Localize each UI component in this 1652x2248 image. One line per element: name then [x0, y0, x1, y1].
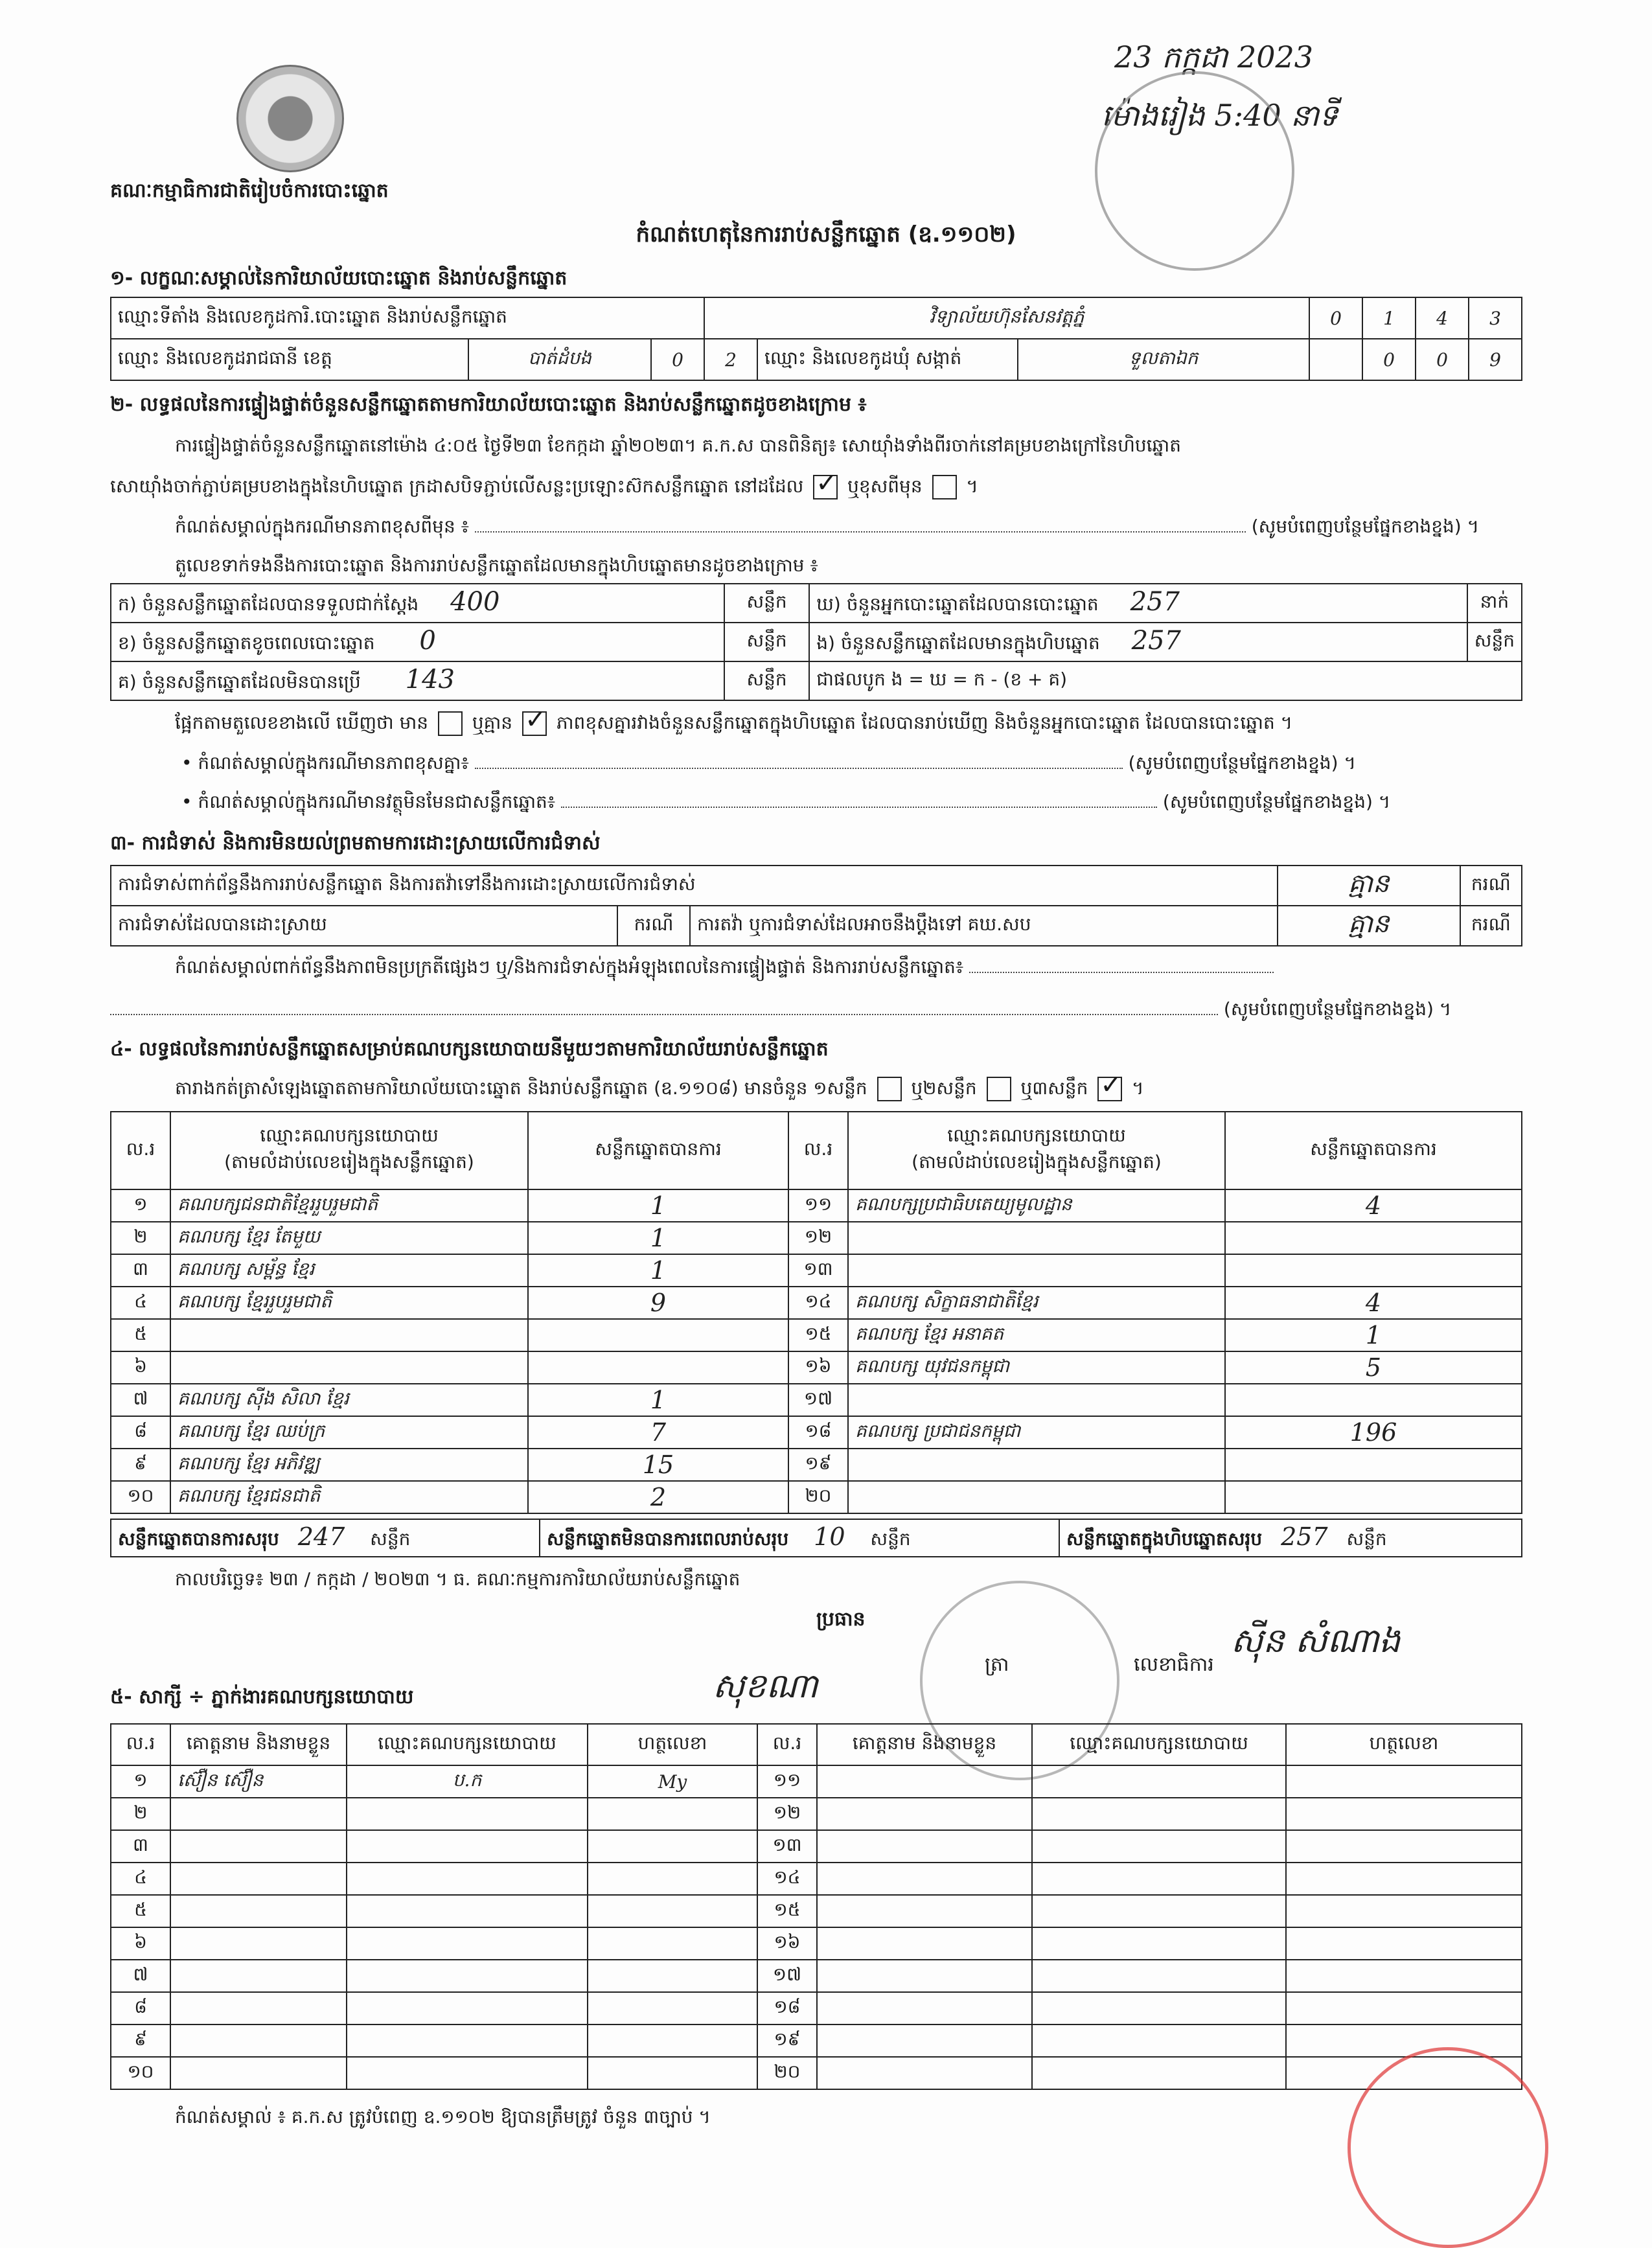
section2-heading: ២- លទ្ធផលនៃការផ្ទៀងផ្ទាត់ចំនួនសន្លឹកឆ្នោតតាមការិយាល័យបោះឆ្នោត និងរាប់សន្លឹកឆ្នោតដូចខាងក្រោម ៖: [110, 393, 867, 416]
row-number: ១១: [757, 1765, 817, 1798]
witness-signature: [588, 1927, 757, 1960]
chair-signature: សុខណា: [713, 1667, 818, 1706]
party-name: [170, 1351, 528, 1384]
witness-signature: [1286, 2024, 1522, 2057]
section4-heading: ៤- លទ្ធផលនៃការរាប់សន្លឹកឆ្នោតសម្រាប់គណបក្សនយោបាយនីមួយៗតាមការិយាល័យរាប់សន្លឹកឆ្នោត: [110, 1038, 829, 1061]
witness-name: ស៊ឿន ស៊ឿន: [170, 1765, 347, 1798]
total-invalid-label: សន្លឹកឆ្នោតមិនបានការពេលរាប់សរុប: [547, 1528, 789, 1550]
row-number: ១៦: [757, 1927, 817, 1960]
figure-e-label: ង) ចំនួនសន្លឹកឆ្នោតដែលមានក្នុងហិបឆ្នោត: [816, 632, 1100, 654]
table-row: [111, 1254, 1522, 1287]
witness-signature: [588, 1992, 757, 2024]
figure-a-value: 400: [450, 587, 500, 617]
row-number: ១៨: [757, 1992, 817, 2024]
party-name: [848, 1449, 1225, 1481]
difference-description: ភាពខុសគ្នារវាងចំនួនសន្លឹកឆ្នោតក្នុងហិបឆ្នោត ដែលបានរាប់ឃើញ និងចំនួនអ្នកបោះឆ្នោត ដែលបានបោះឆ្នោត ។: [556, 712, 1293, 733]
witness-name: [817, 1992, 1032, 2024]
unit-label: សន្លឹក: [724, 623, 809, 661]
three-sheet-checkbox[interactable]: [1097, 1077, 1122, 1101]
org-name: គណៈកម្មាធិការជាតិរៀបចំការបោះឆ្នោត: [110, 179, 389, 202]
col-name-header: គោត្តនាម និងនាមខ្លួន: [817, 1724, 1032, 1765]
vote-count: [1225, 1254, 1522, 1287]
total-box-label: សន្លឹកឆ្នោតក្នុងហិបឆ្នោតសរុប: [1066, 1528, 1263, 1550]
two-sheet-checkbox[interactable]: [987, 1077, 1011, 1101]
row-number: ៥: [111, 1895, 170, 1927]
unit-label: សន្លឹក: [724, 584, 809, 623]
note1-label: កំណត់សម្គាល់ក្នុងករណីមានភាពខុសពីមុន ៖: [175, 516, 469, 537]
witness-name: [817, 1927, 1032, 1960]
handwritten-date: 23 កក្កដា 2023: [1114, 40, 1314, 75]
table-row: [111, 1927, 1522, 1960]
party-name: គណបក្ស ខ្មែរ អភិវឌ្ឍ: [170, 1449, 528, 1481]
vote-count: [1225, 1384, 1522, 1416]
section1-heading: ១- លក្ខណៈសម្គាល់នៃការិយាល័យបោះឆ្នោត និងរាប់សន្លឹកឆ្នោត: [110, 267, 568, 290]
different-checkbox[interactable]: [932, 475, 957, 499]
table-row: [111, 1384, 1522, 1416]
witness-signature: [588, 1895, 757, 1927]
vote-count: 9: [528, 1287, 788, 1319]
fill-back-note: (សូមបំពេញបន្ថែមផ្នែកខាងខ្នង) ។: [1128, 752, 1356, 774]
row-number: ១: [111, 1189, 170, 1222]
party-name: [170, 1319, 528, 1351]
witness-party: ប.ក: [347, 1765, 588, 1798]
witness-party: [347, 1830, 588, 1863]
row-number: ៧: [111, 1960, 170, 1992]
row-number: ១២: [788, 1222, 848, 1254]
witness-signature: [588, 1960, 757, 1992]
one-sheet-checkbox[interactable]: [877, 1077, 902, 1101]
row-number: ១៣: [788, 1254, 848, 1287]
witness-signature: [588, 1863, 757, 1895]
table-row: [111, 1895, 1522, 1927]
witness-signature: [588, 1798, 757, 1830]
witness-name: [170, 2057, 347, 2089]
row-number: ២: [111, 1798, 170, 1830]
witness-name: [170, 1863, 347, 1895]
verification-text: សោយ៉ាំងចាក់ភ្ជាប់គម្របខាងក្នុងនៃហិបឆ្នោត ក្រដាសបិទភ្ជាប់លើសន្លះប្រឡោះស៊កសន្លឹកឆ្នោត នៅដដែល: [110, 476, 804, 497]
witness-name: [817, 2057, 1032, 2089]
row-number: ២០: [788, 1481, 848, 1513]
sentence-end: ។: [1132, 1077, 1144, 1099]
witness-party: [347, 1863, 588, 1895]
vote-count: 1: [528, 1384, 788, 1416]
total-valid-cell: [111, 1519, 540, 1557]
sentence-end: ។: [966, 476, 978, 497]
party-name: [848, 1384, 1225, 1416]
code-digit: 0: [1362, 339, 1416, 380]
figure-e-value: 257: [1131, 626, 1181, 656]
table-row: [111, 1319, 1522, 1351]
col-party-subtitle: (តាមលំដាប់លេខរៀងក្នុងសន្លឹកឆ្នោត): [224, 1151, 474, 1173]
code-empty: [1309, 339, 1362, 380]
figure-b-value: 0: [419, 626, 436, 656]
vote-count: 7: [528, 1416, 788, 1449]
table-row: [111, 1351, 1522, 1384]
unit-label: ករណី: [1460, 866, 1522, 906]
row-number: ២: [111, 1222, 170, 1254]
formula: ជាផលបូក ង = ឃ = ក - (ខ + គ): [809, 661, 1522, 700]
code-digit: 4: [1416, 297, 1469, 339]
verification-paragraph-1: ការផ្ទៀងផ្ទាត់ចំនួនសន្លឹកឆ្នោតនៅម៉ោង ៤:០៥ ថ្ងៃទី២៣ ខែកក្កដា ឆ្នាំ២០២៣។ គ.ក.ស បានពិនិត្យ៖ សោយ៉ាំងទាំងពីរចាក់នៅគម្របខាងក្រៅនៃហិបឆ្នោត: [175, 435, 1181, 456]
appeal-value: គ្មាន: [1278, 906, 1460, 946]
row-number: ៤: [111, 1287, 170, 1319]
unit-label: សន្លឹក: [870, 1528, 911, 1550]
col-votes-header: សន្លឹកឆ្នោតបានការ: [528, 1112, 788, 1189]
section3-note-label: កំណត់សម្គាល់ពាក់ព័ន្ធនឹងភាពមិនប្រក្រតីផ្សេងៗ ឬ/និងការជំទាស់ក្នុងអំឡុងពេលនៃការផ្ទៀងផ្ទាត់ និងការរាប់សន្លឹកឆ្នោត៖: [175, 956, 964, 978]
witness-signature: [588, 1830, 757, 1863]
vote-count: 1: [528, 1222, 788, 1254]
figure-d-value: 257: [1130, 587, 1180, 617]
col-no-header: ល.រ: [111, 1112, 170, 1189]
col-party-header: [170, 1112, 528, 1189]
witness-party: [347, 1960, 588, 1992]
table-row: [111, 1830, 1522, 1863]
vote-count: [1225, 1449, 1522, 1481]
vote-count: 1: [528, 1254, 788, 1287]
seal-label: ត្រា: [985, 1653, 1009, 1676]
row-number: ១៧: [757, 1960, 817, 1992]
row-number: ៦: [111, 1927, 170, 1960]
party-name: គណបក្ស ខ្មែររួបរួមជាតិ: [170, 1287, 528, 1319]
row-number: ៨: [111, 1992, 170, 2024]
province-value: បាត់ដំបង: [468, 339, 651, 380]
witness-signature: My: [588, 1765, 757, 1798]
three-sheet-label: ឬ៣សន្លឹក: [1020, 1077, 1088, 1099]
polling-station-label: ឈ្មោះទីតាំង និងលេខកូដការិ.បោះឆ្នោត និងរាប់សន្លឹកឆ្នោត: [111, 297, 704, 339]
figure-b-label: ខ) ចំនួនសន្លឹកឆ្នោតខូចពេលបោះឆ្នោត: [118, 632, 375, 654]
no-difference-label: ឬគ្មាន: [472, 712, 513, 733]
table-row: [111, 1863, 1522, 1895]
figures-table: [110, 583, 1522, 701]
witness-name: [817, 1830, 1032, 1863]
party-name: គណបក្សប្រជាធិបតេយ្យមូលដ្ឋាន: [848, 1189, 1225, 1222]
bullet1-label: • កំណត់សម្គាល់ក្នុងករណីមានភាពខុសគ្នា៖: [181, 752, 469, 774]
bullet2-field[interactable]: [561, 807, 1157, 808]
witness-signature: [588, 2057, 757, 2089]
code-digit: 3: [1469, 297, 1522, 339]
tally-sheet-line: [175, 1077, 1144, 1103]
witness-name: [817, 1798, 1032, 1830]
row-number: ៩: [111, 1449, 170, 1481]
row-number: ១៤: [788, 1287, 848, 1319]
table-row: [111, 1287, 1522, 1319]
bullet2-line: [181, 790, 1390, 817]
col-sign-header: ហត្ថលេខា: [1286, 1724, 1522, 1765]
table-row: [111, 1765, 1522, 1798]
col-votes-header: សន្លឹកឆ្នោតបានការ: [1225, 1112, 1522, 1189]
table-row: [111, 2024, 1522, 2057]
total-invalid-value: 10: [814, 1522, 845, 1551]
figure-d-label: ឃ) ចំនួនអ្នកបោះឆ្នោតដែលបានបោះឆ្នោត: [816, 593, 1099, 615]
col-sign-header: ហត្ថលេខា: [588, 1724, 757, 1765]
witness-name: [170, 1895, 347, 1927]
has-difference-checkbox[interactable]: [438, 711, 463, 736]
figure-c-row: [111, 661, 724, 700]
row-number: ៦: [111, 1351, 170, 1384]
col-no-header: ល.រ: [788, 1112, 848, 1189]
bullet1-field[interactable]: [475, 768, 1123, 769]
party-name: គណបក្សជនជាតិខ្មែររួបរួមជាតិ: [170, 1189, 528, 1222]
witness-party: [1032, 1927, 1286, 1960]
unit-label: សន្លឹក: [1346, 1528, 1387, 1550]
witness-party: [347, 1895, 588, 1927]
table-row: [111, 1449, 1522, 1481]
date-line: កាលបរិច្ឆេទ៖ ២៣ / កក្កដា / ២០២៣ ។ ធ. គណៈកម្មការការិយាល័យរាប់សន្លឹកឆ្នោត: [175, 1568, 740, 1590]
witness-signature: [1286, 1765, 1522, 1798]
witness-party: [347, 1927, 588, 1960]
unit-label: នាក់: [1467, 584, 1522, 623]
official-stamp-bottom: [1348, 2047, 1548, 2248]
figure-c-value: 143: [405, 665, 455, 694]
row-number: ៧: [111, 1384, 170, 1416]
section3-heading: ៣- ការជំទាស់ និងការមិនយល់ព្រមតាមការដោះស្រាយលើការជំទាស់: [110, 832, 601, 854]
unit-label: សន្លឹក: [1467, 623, 1522, 661]
witness-party: [1032, 1765, 1286, 1798]
footer-note: កំណត់សម្គាល់ ៖ គ.ក.ស ត្រូវបំពេញ ឧ.១១០២ ឱ្យបានត្រឹមត្រូវ ចំនួន ៣ច្បាប់ ។: [175, 2106, 711, 2128]
row-number: ១៩: [757, 2024, 817, 2057]
figure-c-label: គ) ចំនួនសន្លឹកឆ្នោតដែលមិនបានប្រើ: [118, 671, 361, 693]
no-difference-checkbox[interactable]: [522, 711, 547, 736]
row-number: ១៤: [757, 1863, 817, 1895]
code-digit: 0: [1309, 297, 1362, 339]
province-label: ឈ្មោះ និងលេខកូដរាជធានី ខេត្ត: [111, 339, 468, 380]
vote-count: [1225, 1222, 1522, 1254]
vote-count: 1: [528, 1189, 788, 1222]
two-sheet-label: ឬ២សន្លឹក: [911, 1077, 977, 1099]
unit-label: ករណី: [1460, 906, 1522, 946]
witness-party: [1032, 1830, 1286, 1863]
party-name: [848, 1254, 1225, 1287]
code-digit: 2: [704, 339, 757, 380]
bullet1-line: [181, 751, 1356, 778]
row-number: ១៧: [788, 1384, 848, 1416]
table-row: [111, 1189, 1522, 1222]
section1-table: [110, 297, 1522, 381]
difference-line: [175, 711, 1292, 738]
resolved-objection-label: ការជំទាស់ដែលបានដោះស្រាយ: [111, 906, 617, 946]
row-number: ១០: [111, 2057, 170, 2089]
witness-signature: [1286, 1830, 1522, 1863]
party-name: គណបក្ស សម្ព័ន្ធ ខ្មែរ: [170, 1254, 528, 1287]
fill-back-note: (សូមបំពេញបន្ថែមផ្នែកខាងខ្នង) ។: [1251, 516, 1480, 537]
witness-party: [1032, 1960, 1286, 1992]
col-party-header: ឈ្មោះគណបក្សនយោបាយ: [347, 1724, 588, 1765]
witness-party: [1032, 1798, 1286, 1830]
witness-name: [817, 1863, 1032, 1895]
witness-party: [347, 2024, 588, 2057]
vote-count: 196: [1225, 1416, 1522, 1449]
commune-value: ទួលតាឯក: [1018, 339, 1309, 380]
table-row: [111, 1960, 1522, 1992]
section3-note-field2[interactable]: [110, 1014, 1218, 1015]
vote-count: 15: [528, 1449, 788, 1481]
secretary-label: លេខាធិការ: [1134, 1653, 1214, 1676]
party-name: គណបក្ស ស៊ីង សិលា ខ្មែរ: [170, 1384, 528, 1416]
code-digit: 0: [1416, 339, 1469, 380]
secretary-signature: ស៊ីន សំណាង: [1231, 1622, 1401, 1660]
fill-back-note: (សូមបំពេញបន្ថែមផ្នែកខាងខ្នង) ។: [1162, 791, 1391, 812]
party-name: គណបក្ស ខ្មែរ តែមួយ: [170, 1222, 528, 1254]
vote-count: [1225, 1481, 1522, 1513]
witness-name: [817, 1895, 1032, 1927]
row-number: ១៦: [788, 1351, 848, 1384]
party-name: [848, 1481, 1225, 1513]
witness-party: [347, 2057, 588, 2089]
results-table: [110, 1111, 1522, 1514]
figure-a-label: ក) ចំនួនសន្លឹកឆ្នោតដែលបានទទួលជាក់ស្តែង: [118, 593, 419, 615]
official-emblem: [236, 65, 344, 172]
difference-text: ផ្អែកតាមតួលេខខាងលើ ឃើញថា មាន: [175, 712, 429, 733]
results-totals: [110, 1519, 1522, 1557]
witness-party: [347, 1798, 588, 1830]
col-party-title: ឈ្មោះគណបក្សនយោបាយ: [260, 1125, 439, 1146]
figures-intro: តួលេខទាក់ទងនឹងការបោះឆ្នោត និងការរាប់សន្លឹកឆ្នោតដែលមានក្នុងហិបឆ្នោតមានដូចខាងក្រោម ៖: [175, 555, 818, 576]
witness-name: [170, 1960, 347, 1992]
handwritten-time: ម៉ោងរៀង 5:40 នាទី: [1101, 98, 1338, 133]
objection-value: គ្មាន: [1278, 866, 1460, 906]
witness-signature: [588, 2024, 757, 2057]
witness-signature: [1286, 1927, 1522, 1960]
row-number: ១៣: [757, 1830, 817, 1863]
witness-name: [170, 1992, 347, 2024]
section3-note-field[interactable]: [969, 972, 1274, 973]
verification-paragraph-2: [110, 475, 978, 501]
code-digit: 0: [651, 339, 704, 380]
witness-name: [170, 2024, 347, 2057]
witness-party: [1032, 2057, 1286, 2089]
witness-name: [817, 2024, 1032, 2057]
figure-b-row: [111, 623, 724, 661]
figure-e-row: [809, 623, 1467, 661]
unit-label: សន្លឹក: [370, 1528, 411, 1550]
row-number: ៥: [111, 1319, 170, 1351]
witness-signature: [1286, 1992, 1522, 2024]
witness-table: [110, 1723, 1522, 2090]
table-row: [111, 2057, 1522, 2089]
code-digit: 9: [1469, 339, 1522, 380]
table-row: [111, 1222, 1522, 1254]
witness-signature: [1286, 1895, 1522, 1927]
row-number: ១៩: [788, 1449, 848, 1481]
section3-note-line2: [110, 998, 1451, 1024]
figure-d-row: [809, 584, 1467, 623]
row-number: ១: [111, 1765, 170, 1798]
polling-station-value: វិទ្យាល័យហ៊ុនសែនវត្តភ្នំ: [704, 297, 1309, 339]
witness-party: [1032, 1992, 1286, 2024]
row-number: ១១: [788, 1189, 848, 1222]
total-invalid-cell: [540, 1519, 1059, 1557]
table-row: [111, 1992, 1522, 2024]
row-number: ៣: [111, 1254, 170, 1287]
party-name: គណបក្ស ខ្មែរជនជាតិ: [170, 1481, 528, 1513]
code-digit: 1: [1362, 297, 1416, 339]
witness-name: [170, 1830, 347, 1863]
chair-label: ប្រធាន: [816, 1608, 866, 1631]
party-name: គណបក្ស ប្រជាជនកម្ពុជា: [848, 1416, 1225, 1449]
row-number: ៨: [111, 1416, 170, 1449]
note1-field[interactable]: [475, 531, 1246, 533]
witness-name: [817, 1960, 1032, 1992]
witness-name: [817, 1765, 1032, 1798]
row-number: ៣: [111, 1830, 170, 1863]
party-name: គណបក្ស ខ្មែរ អនាគត: [848, 1319, 1225, 1351]
figure-a-row: [111, 584, 724, 623]
row-number: ១៥: [757, 1895, 817, 1927]
vote-count: 4: [1225, 1287, 1522, 1319]
row-number: ៩: [111, 2024, 170, 2057]
total-valid-value: 247: [297, 1522, 345, 1551]
row-number: ១៥: [788, 1319, 848, 1351]
witness-party: [1032, 2024, 1286, 2057]
witness-party: [1032, 1895, 1286, 1927]
row-number: ១៨: [788, 1416, 848, 1449]
fill-back-note: (សូមបំពេញបន្ថែមផ្នែកខាងខ្នង) ។: [1223, 998, 1452, 1020]
total-box-value: 257: [1281, 1522, 1328, 1551]
row-number: ២០: [757, 2057, 817, 2089]
page-title: កំណត់ហេតុនៃការរាប់សន្លឹកឆ្នោត (ឧ.១១០២): [636, 222, 1016, 247]
row-number: ៤: [111, 1863, 170, 1895]
party-name: គណបក្ស សិក្ខាធនាជាតិខ្មែរ: [848, 1287, 1225, 1319]
different-label: ឬខុសពីមុន: [847, 476, 923, 497]
table-row: [111, 1481, 1522, 1513]
witness-party: [347, 1992, 588, 2024]
row-number: ១០: [111, 1481, 170, 1513]
total-valid-label: សន្លឹកឆ្នោតបានការសរុប: [118, 1528, 279, 1550]
col-party-header: ឈ្មោះគណបក្សនយោបាយ: [1032, 1724, 1286, 1765]
col-no-header: ល.រ: [111, 1724, 170, 1765]
col-party-subtitle: (តាមលំដាប់លេខរៀងក្នុងសន្លឹកឆ្នោត): [912, 1151, 1162, 1173]
vote-count: [528, 1351, 788, 1384]
witness-signature: [1286, 1863, 1522, 1895]
row-number: ១២: [757, 1798, 817, 1830]
vote-count: 4: [1225, 1189, 1522, 1222]
witness-name: [170, 1927, 347, 1960]
tally-sheet-text: តារាងកត់ត្រាសំឡេងឆ្នោតតាមការិយាល័យបោះឆ្នោត និងរាប់សន្លឹកឆ្នោត (ឧ.១១០៨) មានចំនួន ១សន្លឹក: [175, 1077, 867, 1099]
section3-note: [175, 956, 1274, 982]
table-row: [111, 1798, 1522, 1830]
party-name: គណបក្ស យុវជនកម្ពុជា: [848, 1351, 1225, 1384]
col-no-header: ល.រ: [757, 1724, 817, 1765]
total-box-cell: [1059, 1519, 1522, 1557]
note1-line: [175, 515, 1522, 542]
appeal-label: ការតវ៉ា ឬការជំទាស់ដែលអាចនឹងប្តឹងទៅ គឃ.សប: [690, 906, 1278, 946]
commune-label: ឈ្មោះ និងលេខកូដឃុំ សង្កាត់: [757, 339, 1018, 380]
same-checkbox[interactable]: [813, 475, 838, 499]
witness-name: [170, 1798, 347, 1830]
vote-count: 2: [528, 1481, 788, 1513]
vote-count: 5: [1225, 1351, 1522, 1384]
vote-count: 1: [1225, 1319, 1522, 1351]
objections-table: [110, 865, 1522, 946]
col-party-header: [848, 1112, 1225, 1189]
objection-label: ការជំទាស់ពាក់ព័ន្ធនឹងការរាប់សន្លឹកឆ្នោត និងការតវ៉ាទៅនឹងការដោះស្រាយលើការជំទាស់: [111, 866, 1278, 906]
bullet2-label: • កំណត់សម្គាល់ក្នុងករណីមានវត្ថុមិនមែនជាសន្លឹកឆ្នោត៖: [181, 791, 556, 812]
witness-signature: [1286, 1798, 1522, 1830]
unit-label: សន្លឹក: [724, 661, 809, 700]
table-row: [111, 1416, 1522, 1449]
party-name: គណបក្ស ខ្មែរ ឈប់ក្រ: [170, 1416, 528, 1449]
unit-label: ករណី: [617, 906, 690, 946]
col-party-title: ឈ្មោះគណបក្សនយោបាយ: [947, 1125, 1126, 1146]
witness-party: [1032, 1863, 1286, 1895]
col-name-header: គោត្តនាម និងនាមខ្លួន: [170, 1724, 347, 1765]
vote-count: [528, 1319, 788, 1351]
witness-signature: [1286, 1960, 1522, 1992]
party-name: [848, 1222, 1225, 1254]
section5-heading: ៥- សាក្សី ÷ ភ្នាក់ងារគណបក្សនយោបាយ: [110, 1686, 414, 1708]
